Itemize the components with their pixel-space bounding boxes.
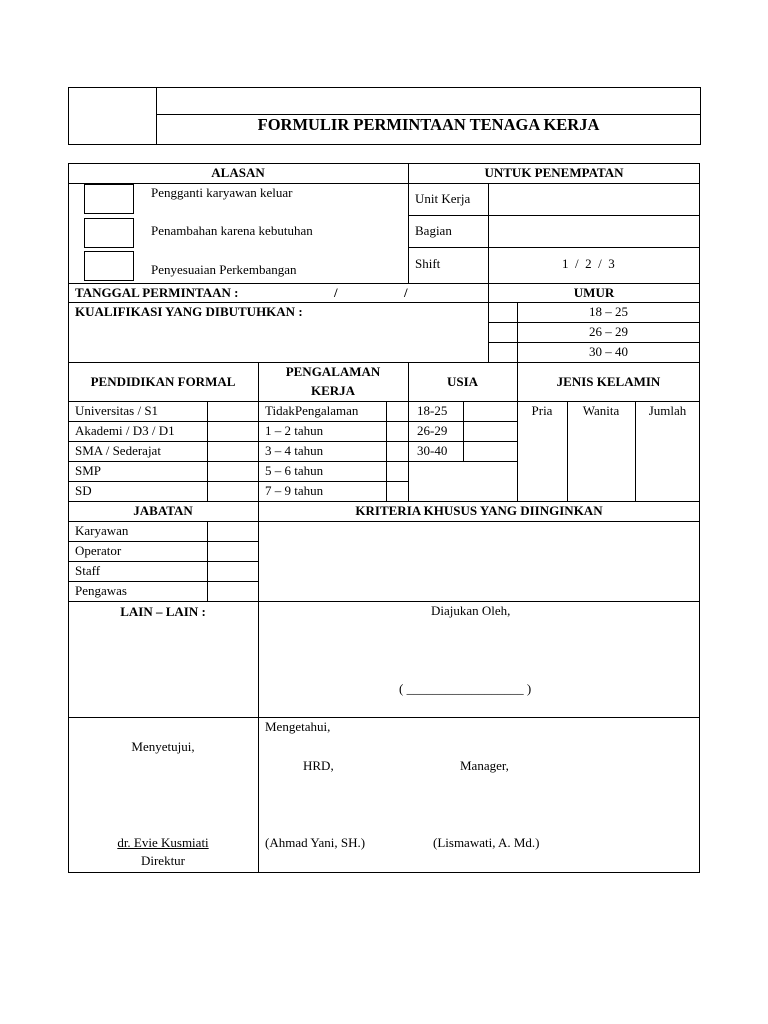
pengalaman-item: 3 – 4 tahun [265, 443, 324, 458]
row-line [68, 601, 700, 602]
row-line [68, 362, 700, 363]
tanggal-label: TANGGAL PERMINTAAN : [75, 285, 239, 300]
shift-value: 1 / 2 / 3 [562, 256, 615, 271]
pendidikan-item: Akademi / D3 / D1 [75, 423, 175, 438]
alasan-option-3: Penyesuaian Perkembangan [151, 262, 297, 277]
row-line [68, 521, 700, 522]
jabatan-heading: JABATAN [133, 503, 193, 518]
bagian-label: Bagian [415, 223, 452, 238]
row-line [68, 501, 700, 502]
mengetahui-label: Mengetahui, [265, 719, 331, 734]
alasan-option-1: Pengganti karyawan keluar [151, 185, 293, 200]
row-line [68, 717, 700, 718]
row-line [488, 322, 700, 323]
menyetujui-label: Menyetujui, [131, 739, 195, 754]
row-line [68, 561, 258, 562]
umur-range-2: 26 – 29 [589, 324, 628, 339]
usia-heading: USIA [446, 374, 479, 389]
unit-kerja-label: Unit Kerja [415, 191, 471, 206]
row-line [68, 481, 408, 482]
pengalaman-item: 5 – 6 tahun [265, 463, 324, 478]
pengalaman-item: TidakPengalaman [265, 403, 359, 418]
row-line [68, 283, 700, 284]
row-line [488, 342, 700, 343]
director-title: Direktur [140, 853, 186, 868]
row-line [68, 541, 258, 542]
pendidikan-heading: PENDIDIKAN FORMAL [90, 374, 236, 389]
pengalaman-heading-2: KERJA [310, 383, 356, 398]
manager-label: Manager, [460, 758, 509, 773]
usia-item: 26-29 [417, 423, 448, 438]
alasan-checkbox-3[interactable] [84, 251, 134, 281]
col-line [207, 401, 208, 501]
alasan-option-2: Penambahan karena kebutuhan [151, 223, 313, 238]
hrd-label: HRD, [303, 758, 334, 773]
jumlah-label: Jumlah [648, 403, 687, 418]
alasan-checkbox-2[interactable] [84, 218, 134, 248]
row-line [408, 247, 700, 248]
col-line [463, 401, 464, 461]
row-line [68, 581, 258, 582]
tanggal-slash-1: / [334, 285, 338, 300]
pengalaman-heading-1: PENGALAMAN [285, 364, 381, 379]
diajukan-label: Diajukan Oleh, [431, 603, 511, 618]
lain-lain-label: LAIN – LAIN : [120, 604, 206, 619]
manager-name: (Lismawati, A. Md.) [433, 835, 540, 850]
row-line [68, 441, 517, 442]
pengalaman-item: 7 – 9 tahun [265, 483, 324, 498]
jabatan-item: Staff [75, 563, 101, 578]
hrd-name: (Ahmad Yani, SH.) [265, 835, 366, 850]
col-line [386, 401, 387, 501]
row-line [68, 401, 700, 402]
pria-label: Pria [531, 403, 553, 418]
usia-item: 18-25 [417, 403, 448, 418]
row-line [68, 302, 700, 303]
pendidikan-item: Universitas / S1 [75, 403, 159, 418]
umur-range-1: 18 – 25 [589, 304, 628, 319]
col-line [488, 183, 489, 283]
pendidikan-item: SMA / Sederajat [75, 443, 161, 458]
diajukan-signature-line: ( __________________ ) [399, 681, 532, 696]
alasan-checkbox-1[interactable] [84, 184, 134, 214]
row-line [68, 421, 517, 422]
director-name: dr. Evie Kusmiati [117, 835, 209, 850]
tanggal-slash-2: / [404, 285, 408, 300]
row-line [68, 183, 700, 184]
row-line [408, 215, 700, 216]
alasan-heading: ALASAN [211, 165, 265, 180]
pendidikan-item: SMP [75, 463, 102, 478]
wanita-label: Wanita [582, 403, 620, 418]
kriteria-heading: KRITERIA KHUSUS YANG DIINGINKAN [355, 503, 603, 518]
jabatan-item: Operator [75, 543, 122, 558]
form-title: FORMULIR PERMINTAAN TENAGA KERJA [257, 115, 600, 134]
col-line [258, 362, 259, 873]
jenis-kelamin-heading: JENIS KELAMIN [556, 374, 661, 389]
pengalaman-item: 1 – 2 tahun [265, 423, 324, 438]
pendidikan-item: SD [75, 483, 92, 498]
umur-range-3: 30 – 40 [589, 344, 628, 359]
shift-label: Shift [415, 256, 441, 271]
kualifikasi-label: KUALIFIKASI YANG DIBUTUHKAN : [75, 304, 303, 319]
umur-heading: UMUR [573, 285, 615, 300]
usia-item: 30-40 [417, 443, 448, 458]
jabatan-item: Pengawas [75, 583, 127, 598]
penempatan-heading: UNTUK PENEMPATAN [484, 165, 624, 180]
col-line [207, 521, 208, 601]
jabatan-item: Karyawan [75, 523, 129, 538]
col-line [408, 163, 409, 283]
row-line [68, 461, 517, 462]
